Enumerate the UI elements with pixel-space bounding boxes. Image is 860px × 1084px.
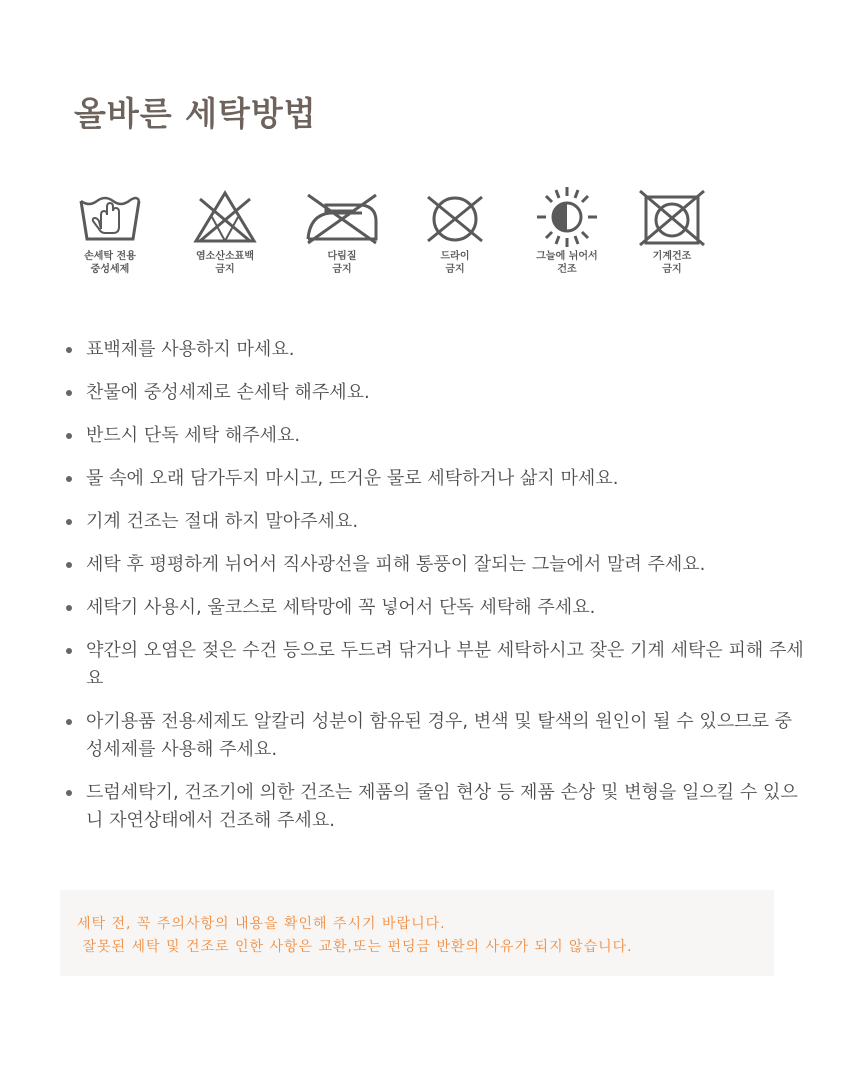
list-item: 기계 건조는 절대 하지 말아주세요. xyxy=(64,508,804,536)
no-dry-clean-icon xyxy=(420,185,490,247)
icon-label: 염소산소표백 금지 xyxy=(196,251,254,275)
list-item: 찬물에 중성세제로 손세탁 해주세요. xyxy=(64,379,804,407)
list-item: 세탁 후 평평하게 뉘어서 직사광선을 피해 통풍이 잘되는 그늘에서 말려 주세요. xyxy=(64,551,804,579)
care-item-no-tumble-dry xyxy=(617,185,727,295)
no-tumble-dry-icon xyxy=(634,185,710,247)
care-item-no-bleach xyxy=(170,185,280,295)
icon-label: 손세탁 전용 중성세제 xyxy=(84,251,136,275)
icon-label: 그늘에 뉘어서 건조 xyxy=(536,251,598,275)
page-title: 올바른 세탁방법 xyxy=(74,94,317,133)
icon-label: 드라이 금지 xyxy=(440,251,470,275)
list-item: 물 속에 오래 담가두지 마시고, 뜨거운 물로 세탁하거나 삶지 마세요. xyxy=(64,465,804,493)
list-item: 반드시 단독 세탁 해주세요. xyxy=(64,422,804,450)
list-item: 아기용품 전용세제도 알칼리 성분이 함유된 경우, 변색 및 탈색의 원인이 될 수 있으므로 중성세제를 사용해 주세요. xyxy=(64,708,804,764)
care-item-no-dry-clean xyxy=(400,185,510,295)
care-item-shade-dry xyxy=(512,185,622,295)
care-icons-row xyxy=(60,185,740,295)
hand-wash-icon xyxy=(75,185,145,247)
care-instructions-list xyxy=(64,336,804,850)
icon-label: 기계건조 금지 xyxy=(652,251,692,275)
list-item: 표백제를 사용하지 마세요. xyxy=(64,336,804,364)
shade-dry-icon xyxy=(532,185,602,247)
notice-line: 잘못된 세탁 및 건조로 인한 사항은 교환,또는 펀딩금 반환의 사유가 되지 않습니다. xyxy=(77,939,633,955)
list-item: 세탁기 사용시, 울코스로 세탁망에 꼭 넣어서 단독 세탁해 주세요. xyxy=(64,594,804,622)
notice-box xyxy=(60,890,774,976)
care-item-no-iron xyxy=(287,185,397,295)
notice-line: 세탁 전, 꼭 주의사항의 내용을 확인해 주시기 바랍니다. xyxy=(77,916,446,932)
list-item: 약간의 오염은 젖은 수건 등으로 두드려 닦거나 부분 세탁하시고 잦은 기계 세탁은 피해 주세요 xyxy=(64,637,804,693)
list-item: 드럼세탁기, 건조기에 의한 건조는 제품의 줄임 현상 등 제품 손상 및 변형을 일으킬 수 있으니 자연상태에서 건조해 주세요. xyxy=(64,779,804,835)
care-item-hand-wash xyxy=(55,185,165,295)
no-bleach-icon xyxy=(190,185,260,247)
icon-label: 다림질 금지 xyxy=(327,251,357,275)
no-iron-icon xyxy=(302,185,382,247)
